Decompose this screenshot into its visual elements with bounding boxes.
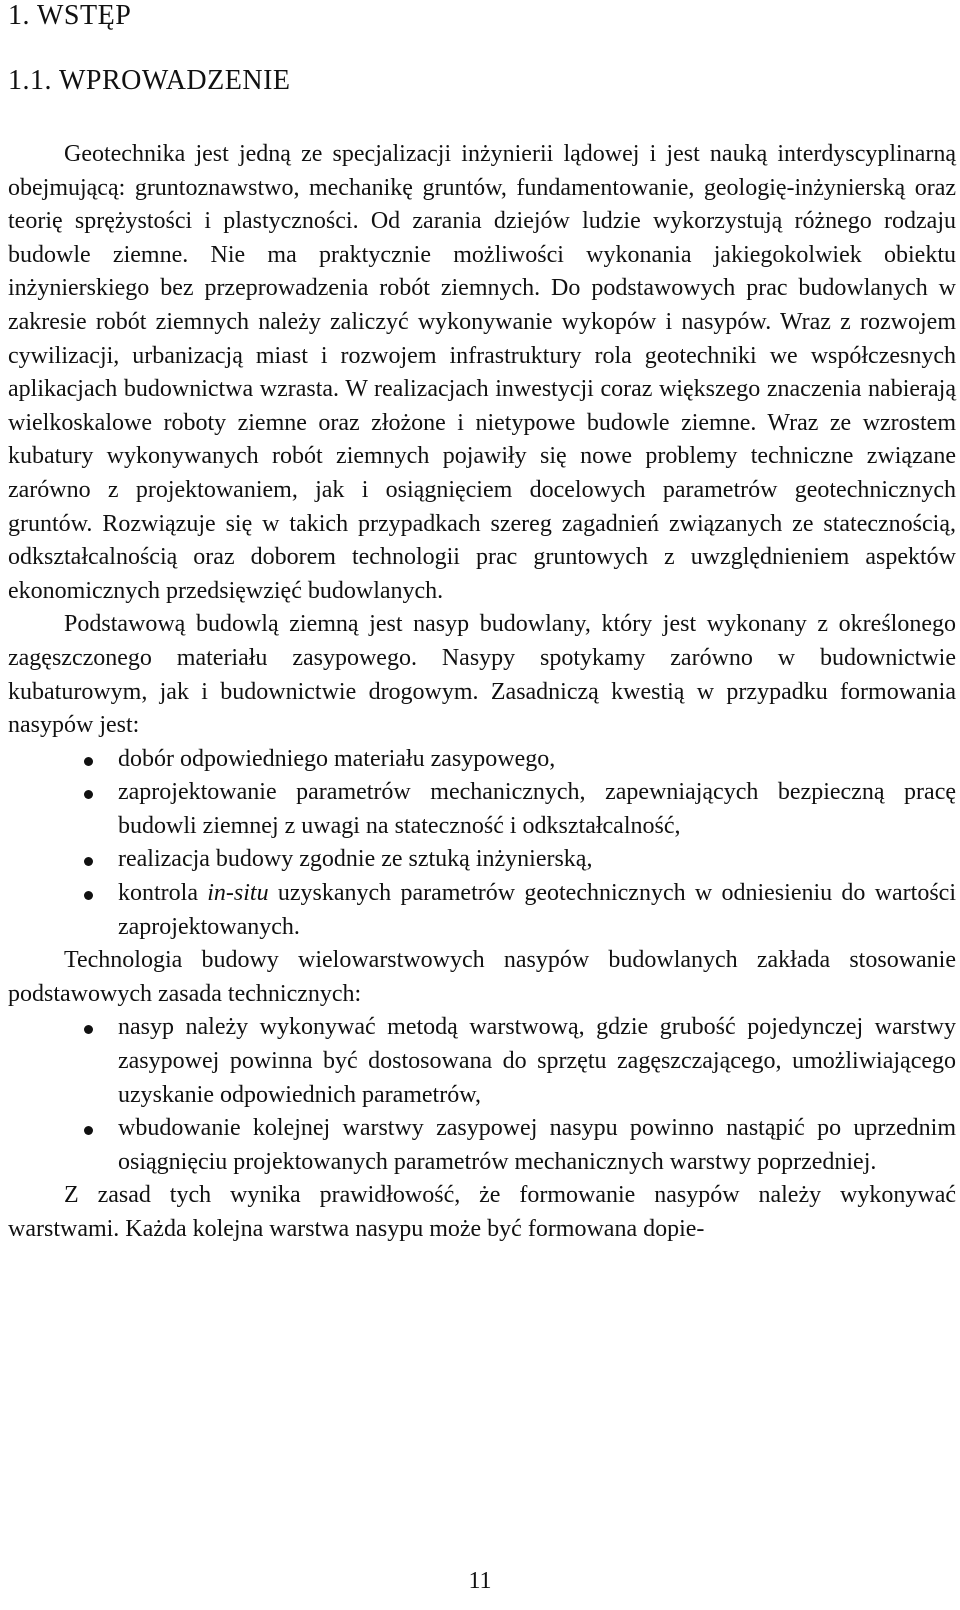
list-item-text-before: kontrola (118, 880, 208, 907)
list-item (8, 1011, 956, 1112)
paragraph-embankment: Podstawową budowlą ziemną jest nasyp budowlany, który jest wykonany z określonego zagęszczonego materiału zasypowego. Nasypy spotykamy zarówno w budownictwie kubaturowym, jak i budownictwie drogowym. Zasadniczą kwestią w przypadku formowania nasypów jest: (8, 611, 956, 739)
list-item-text: zaprojektowanie parametrów mechanicznych, zapewniających bezpieczną pracę budowli ziemnej z uwagi na stateczność i odkształcalność, (118, 779, 956, 839)
bullet-dot-icon (84, 1025, 93, 1034)
list-item (8, 1112, 956, 1179)
page-number: 11 (468, 1568, 492, 1594)
chapter-heading: 1. WSTĘP (8, 0, 132, 31)
list-item (8, 843, 956, 877)
paragraph-intro: Geotechnika jest jedną ze specjalizacji inżynierii lądowej i jest nauką interdyscyplinarną obejmującą: gruntoznawstwo, mechanikę gruntów, fundamentowanie, geologię-inżynierską oraz teorię sprężystości i plastyczności. Od zarania dziejów ludzie wykorzystują różnego rodzaju budowle ziemne. Nie ma praktycznie możliwości wykonania jakiegokolwiek obiektu inżynierskiego bez przeprowadzenia robót ziemnych. Do podstawowych prac budowlanych w zakresie robót ziemnych należy zaliczyć wykonywanie wykopów i nasypów. Wraz z rozwojem cywilizacji, urbanizacją miast i rozwojem infrastruktury rola geotechniki we współczesnych aplikacjach budownictwa wzrasta. W realizacjach inwestycji coraz większego znaczenia nabierają wielkoskalowe roboty ziemne oraz złożone i nietypowe budowle ziemne. Wraz ze wzrostem kubatury wykonywanych robót ziemnych pojawiły się nowe problemy techniczne związane zarówno z projektowaniem, jak i osiągnięciem docelowych parametrów geotechnicznych gruntów. Rozwiązuje się w takich przypadkach szereg zagadnień związanych ze statecznością, odkształcalnością oraz doborem technologii prac gruntowych z uwzględnieniem aspektów ekonomicznych przedsięwzięć budowlanych. (8, 141, 956, 604)
list-key-issues (8, 743, 956, 945)
bullet-dot-icon (84, 790, 93, 799)
list-item-text: wbudowanie kolejnej warstwy zasypowej nasypu powinno nastąpić po uprzednim osiągnięciu projektowanych parametrów mechanicznych warstwy poprzedniej. (118, 1115, 956, 1175)
list-item-italic-term: in-situ (207, 880, 269, 907)
bullet-dot-icon (84, 857, 93, 866)
list-item (8, 877, 956, 944)
list-item-text: nasyp należy wykonywać metodą warstwową, gdzie grubość pojedynczej warstwy zasypowej powinna być dostosowana do sprzętu zagęszczającego, umożliwiającego uzyskanie odpowiednich parametrów, (118, 1014, 956, 1108)
body-text (8, 138, 956, 1247)
list-item-text: dobór odpowiedniego materiału zasypowego, (118, 745, 556, 772)
paragraph-technology: Technologia budowy wielowarstwowych nasypów budowlanych zakłada stosowanie podstawowych zasada technicznych: (8, 947, 956, 1007)
bullet-dot-icon (84, 891, 93, 900)
bullet-dot-icon (84, 1126, 93, 1135)
list-item-text: realizacja budowy zgodnie ze sztuką inżynierską, (118, 846, 593, 873)
list-item (8, 776, 956, 843)
section-heading: 1.1. WPROWADZENIE (8, 65, 291, 96)
bullet-dot-icon (84, 757, 93, 766)
list-technical-rules (8, 1011, 956, 1179)
list-item (8, 743, 956, 777)
list-item-text-after: uzyskanych parametrów geotechnicznych w odniesieniu do wartości zaprojektowanych. (118, 880, 956, 940)
paragraph-conclusion: Z zasad tych wynika prawidłowość, że formowanie nasypów należy wykonywać warstwami. Każda kolejna warstwa nasypu może być formowana dopie- (8, 1182, 956, 1242)
